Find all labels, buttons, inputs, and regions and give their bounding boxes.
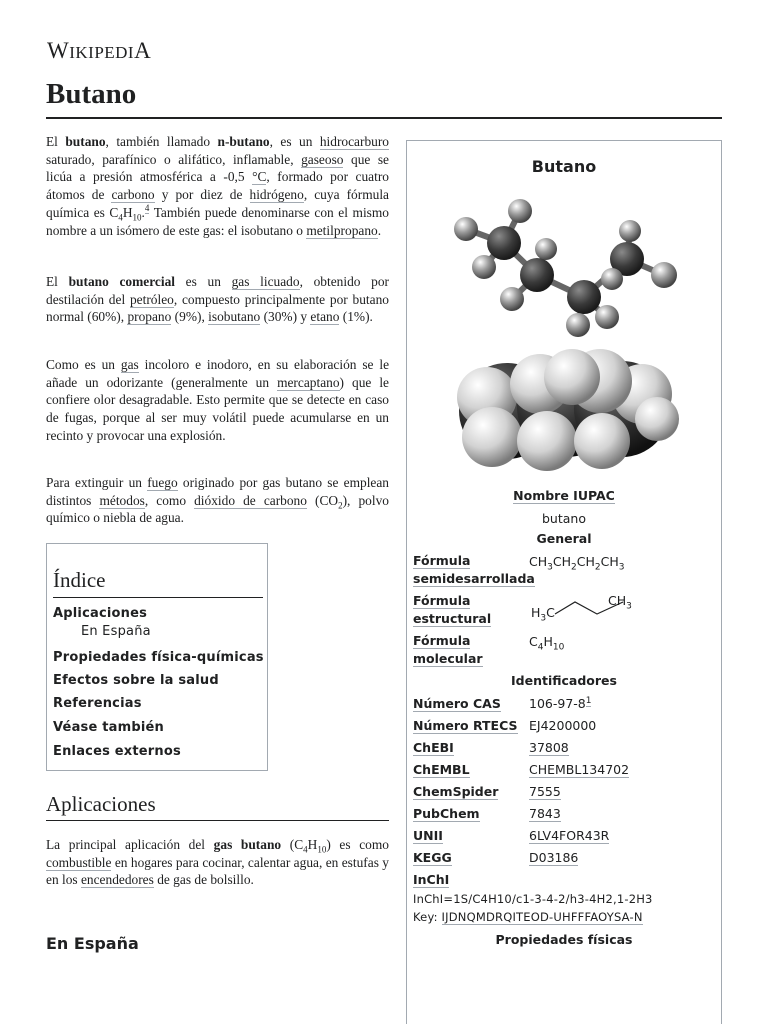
section-heading-aplicaciones: Aplicaciones [46, 792, 156, 816]
link-celsius[interactable]: °C [252, 169, 267, 185]
id-label-chemspider[interactable]: ChemSpider [413, 784, 499, 799]
general-header: General [536, 531, 592, 546]
id-label-pubchem[interactable]: PubChem [413, 806, 480, 821]
section-divider [46, 820, 389, 821]
inchi-value: InChI=1S/C4H10/c1-3-4-2/h3-4H2,1-2H3 [413, 892, 653, 906]
wikipedia-wordmark[interactable]: WIKIPEDIA [47, 38, 152, 63]
iupac-name-label[interactable]: Nombre IUPAC [513, 488, 615, 503]
inchi-label[interactable]: InChI [413, 872, 450, 887]
molecular-label[interactable]: Fórmula molecular [413, 633, 483, 666]
id-label-chebi[interactable]: ChEBI [413, 740, 454, 755]
toc-divider [53, 597, 263, 598]
id-value-unii[interactable]: 6LV4FOR43R [529, 828, 610, 843]
link-metodos[interactable]: métodos [99, 492, 145, 508]
link-isobutano[interactable]: isobutano [208, 309, 261, 325]
link-hidrocarburo[interactable]: hidrocarburo [319, 134, 389, 149]
iupac-name-value: butano [542, 511, 586, 526]
estructural-formula-diagram: $H_3C$ $CH_3$ [531, 593, 632, 624]
space-filling-model-image [452, 349, 682, 479]
id-label-cas[interactable]: Número CAS [413, 696, 501, 711]
subsection-heading-en-espana: En España [46, 934, 139, 953]
toc-title: Índice [53, 568, 106, 592]
id-value-cas: $106-97-8^1$ [529, 695, 592, 711]
intro-paragraph-3: Como es un gas incoloro e inodoro, en su elaboración se le añade un odorizante (generalmente un mercaptano) que le confiere olor desagradable. Esto permite que se detecte en caso de fugas, porque al ser muy volátil puede acumularse en un recinto y provocar una explosión. [46, 357, 390, 443]
link-gas-licuado[interactable]: gas licuado [231, 274, 300, 289]
link-metilpropano[interactable]: metilpropano [306, 222, 378, 238]
id-value-kegg[interactable]: D03186 [529, 850, 579, 865]
link-gaseoso[interactable]: gaseoso [301, 151, 344, 167]
toc-item-referencias[interactable]: Referencias [53, 696, 142, 711]
propiedades-fisicas-header: Propiedades físicas [495, 932, 633, 947]
link-etano[interactable]: etano [310, 309, 340, 325]
aplicaciones-paragraph: La principal aplicación del gas butano $(C_4H_{10})$ es como combustible en hogares para cocinar, calentar agua, en estufas y en los encendedores de gas de bolsillo. [46, 837, 389, 888]
id-label-kegg[interactable]: KEGG [413, 850, 452, 865]
page-title: Butano [46, 78, 137, 110]
id-value-pubchem[interactable]: 7843 [529, 806, 561, 821]
link-gas[interactable]: gas [120, 357, 139, 372]
toc-item-enlaces-externos[interactable]: Enlaces externos [53, 744, 181, 759]
semidesarrollada-label[interactable]: Fórmula semidesarrollada [413, 553, 535, 586]
id-value-chembl[interactable]: CHEMBL134702 [529, 762, 630, 777]
toc-item-efectos-salud[interactable]: Efectos sobre la salud [53, 673, 219, 688]
intro-paragraph-2: El butano comercial es un gas licuado, obtenido por destilación del petróleo, compuesto principalmente por butano normal (60%), propano (9%), isobutano (30%) y etano (1%). [46, 274, 389, 325]
toc-item-en-espana[interactable]: En España [81, 624, 151, 639]
estructural-label[interactable]: Fórmula estructural [413, 593, 492, 626]
molecular-value: $C_4H_{10}$ [529, 634, 565, 653]
cas-reference[interactable]: 1 [585, 695, 592, 706]
inchi-key-link[interactable]: IJDNQMDRQITEOD-UHFFFAOYSA-N [441, 910, 643, 924]
reference-4[interactable]: 4 [144, 203, 150, 214]
id-value-chebi[interactable]: 37808 [529, 740, 569, 755]
toc-item-propiedades[interactable]: Propiedades física-químicas [53, 650, 264, 665]
ball-and-stick-model-image [442, 189, 692, 339]
id-label-unii[interactable]: UNII [413, 828, 443, 843]
link-combustible[interactable]: combustible [46, 854, 112, 870]
link-fuego[interactable]: fuego [147, 475, 178, 490]
toc-item-aplicaciones[interactable]: Aplicaciones [53, 606, 148, 621]
link-propano[interactable]: propano [127, 309, 172, 325]
link-dioxido-de-carbono[interactable]: dióxido de carbono [194, 492, 307, 508]
id-value-chemspider[interactable]: 7555 [529, 784, 561, 799]
intro-paragraph-4: Para extinguir un fuego originado por gas butano se emplean distintos métodos, como dióxido de carbono $(CO_2)$, polvo químico o niebla de agua. [46, 475, 390, 526]
infobox-title: Butano [531, 157, 597, 176]
id-value-rtecs: EJ4200000 [529, 718, 597, 733]
link-encendedores[interactable]: encendedores [80, 872, 154, 888]
identificadores-header: Identificadores [511, 673, 617, 688]
link-petroleo[interactable]: petróleo [129, 291, 174, 307]
intro-paragraph-1: El butano, también llamado n-butano, es un hidrocarburo saturado, parafínico o alifático, inflamable, gaseoso que se licúa a presión atmosférica a -0,5 °C, formado por cuatro átomos de carbono y por diez de hidrógeno, cuya fórmula química es $C_4H_{10}.^4$ También puede denominarse con el mismo nombre a un isómero de este gas: el isobutano o metilpropano. [46, 134, 390, 238]
title-divider [46, 117, 722, 119]
chem-infobox [406, 140, 722, 1024]
link-mercaptano[interactable]: mercaptano [277, 374, 340, 390]
semidesarrollada-value: $CH_3CH_2CH_2CH_3$ [529, 554, 625, 573]
id-label-chembl[interactable]: ChEMBL [413, 762, 470, 777]
toc-item-vease-tambien[interactable]: Véase también [53, 720, 164, 735]
link-hidrogeno[interactable]: hidrógeno [249, 187, 304, 203]
link-carbono[interactable]: carbono [111, 187, 155, 203]
table-of-contents [46, 543, 268, 771]
id-label-rtecs[interactable]: Número RTECS [413, 718, 518, 733]
inchi-key: Key: IJDNQMDRQITEOD-UHFFFAOYSA-N [413, 910, 643, 924]
